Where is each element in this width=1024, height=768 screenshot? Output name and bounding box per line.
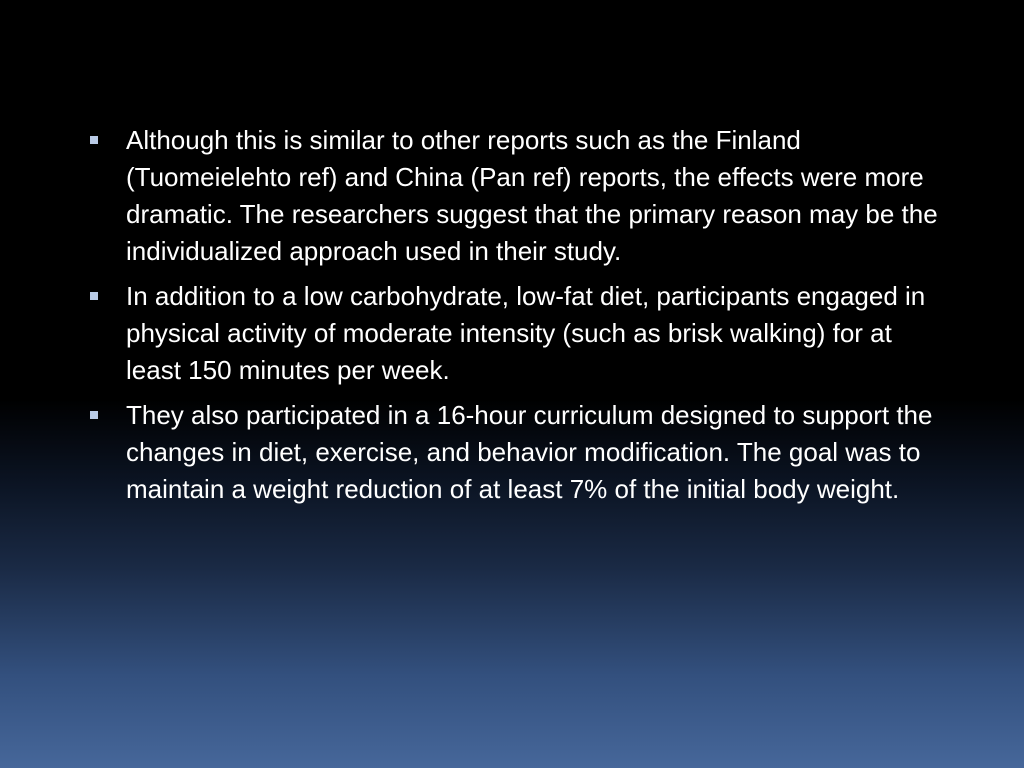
bullet-text: Although this is similar to other reports such as the Finland (Tuomeielehto ref) and China (Pan ref) reports, the effects were more dramatic. The researchers suggest that the primary reason may be the individualized approach used in their study. bbox=[126, 125, 938, 266]
bullet-item bbox=[88, 122, 938, 270]
square-bullet-icon bbox=[90, 411, 98, 419]
bullet-item bbox=[88, 397, 938, 508]
bullet-list bbox=[88, 122, 938, 508]
square-bullet-icon bbox=[90, 292, 98, 300]
slide-body bbox=[88, 122, 938, 516]
bullet-text: They also participated in a 16-hour curriculum designed to support the changes in diet, exercise, and behavior modification. The goal was to maintain a weight reduction of at least 7% of the initial body weight. bbox=[126, 400, 933, 504]
bullet-item bbox=[88, 278, 938, 389]
bullet-text: In addition to a low carbohydrate, low-fat diet, participants engaged in physical activity of moderate intensity (such as brisk walking) for at least 150 minutes per week. bbox=[126, 281, 926, 385]
square-bullet-icon bbox=[90, 136, 98, 144]
